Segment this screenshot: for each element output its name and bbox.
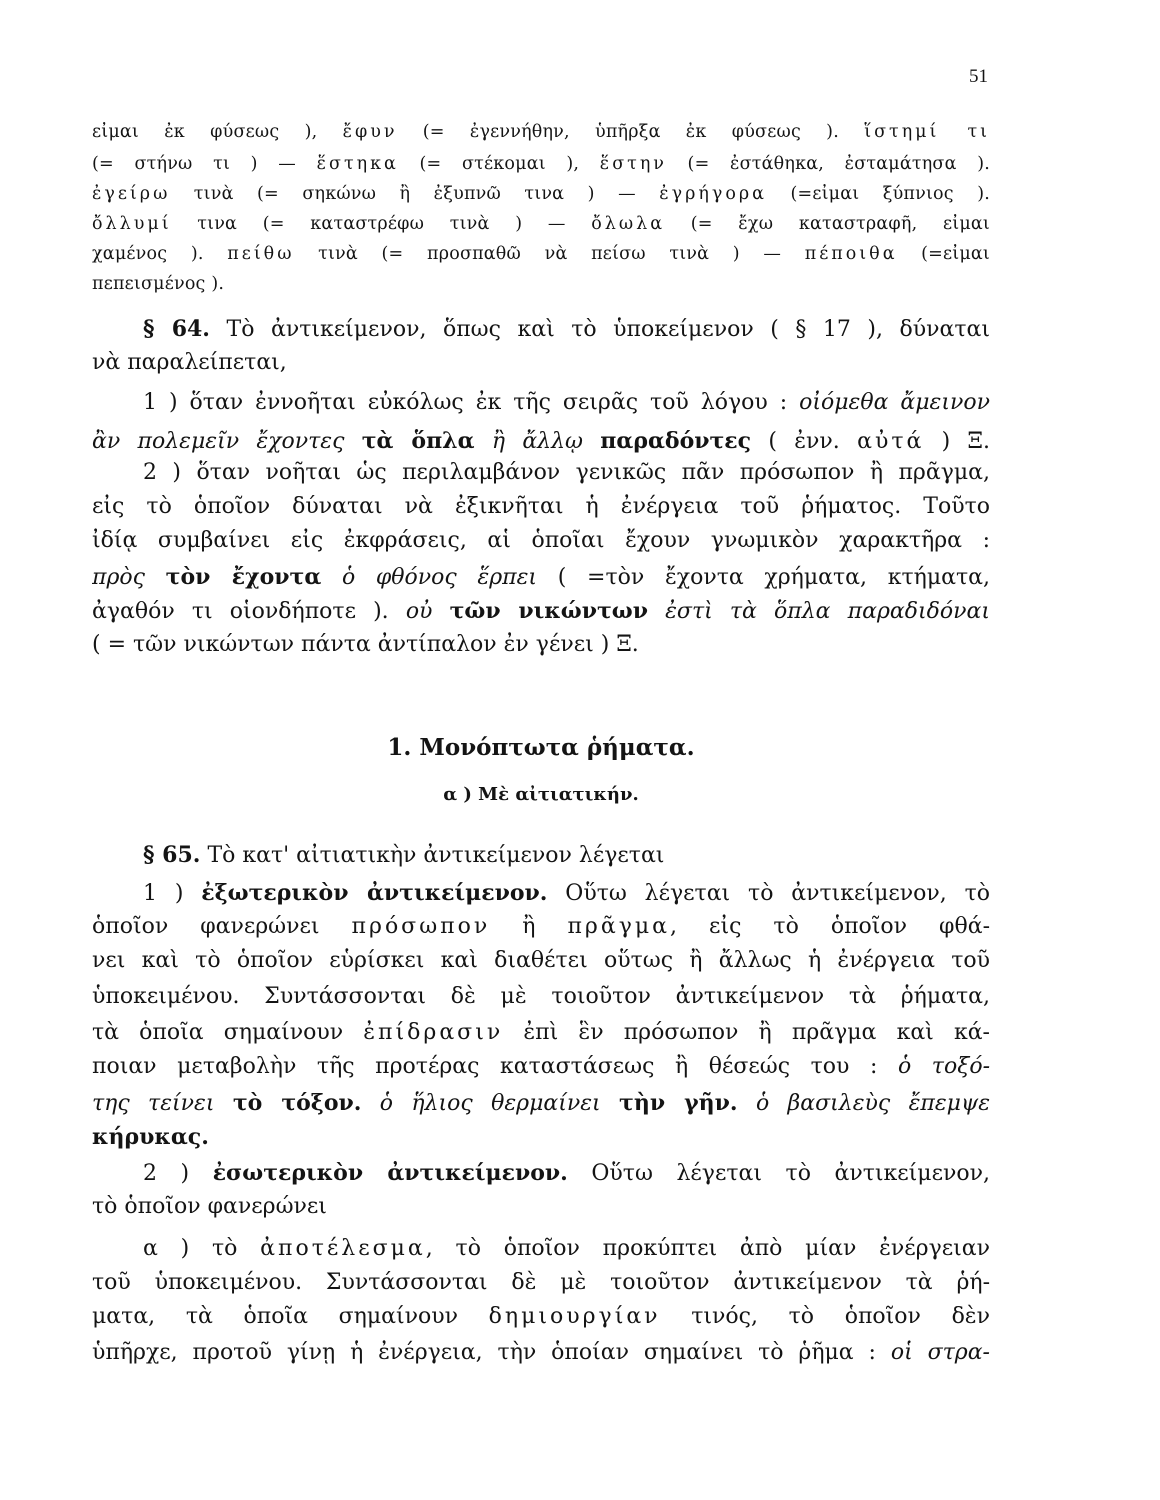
italic-text: ἐστὶ τὰ ὅπλα παραδιδόναι — [648, 599, 990, 624]
text: ἐπὶ ἓν πρόσωπον ἢ πρᾶγμα καὶ κά- — [503, 1020, 990, 1045]
italic-text: οἰόμεθα ἄμεινον — [799, 390, 990, 415]
text-line — [92, 154, 990, 174]
spaced-term: αὐτά — [857, 429, 925, 454]
bold-text: τὸ τόξον. — [232, 1090, 362, 1116]
text: Τὸ ἀντικείμενον, ὅπως καὶ τὸ ὑποκείμενον ( § 17 ), δύναται — [226, 317, 990, 342]
bold-text: τὰ ὅπλα — [361, 428, 475, 454]
text: εἰς τὸ ὁποῖον δύναται νὰ ἐξικνῆται ἡ ἐνέργεια τοῦ ῥήματος. Τοῦτο — [92, 494, 990, 519]
spaced-term: πρόσωπον — [351, 914, 491, 939]
text-line — [92, 122, 990, 142]
text-line — [92, 564, 990, 590]
spaced-term: ἔφυν — [342, 122, 398, 142]
text-line — [92, 632, 990, 657]
spaced-term: ἕστην — [599, 154, 667, 174]
text: ( =τὸν ἔχοντα χρήματα, κτήματα, — [537, 565, 990, 590]
text-line — [143, 880, 990, 906]
text: ὑπῆρχε, προτοῦ γίνῃ ἡ ἐνέργεια, τὴν ὁποίαν σημαίνει τὸ ῥῆμα : — [92, 1340, 891, 1365]
text: 1 ) — [143, 881, 202, 906]
text: ἢ — [490, 914, 568, 939]
text-line — [92, 1270, 990, 1295]
text-line — [143, 390, 990, 415]
spaced-term: ἐγρήγορα — [659, 184, 767, 204]
bold-text: τὸν ἔχοντα — [165, 564, 322, 590]
text-line — [92, 1340, 990, 1365]
text-line — [92, 1124, 990, 1150]
text-line — [92, 428, 990, 454]
text: Οὕτω λέγεται τὸ ἀντικείμενον, τὸ — [547, 881, 990, 906]
text: τινα (= καταστρέφω τινὰ ) — — [171, 214, 592, 234]
text: ἀγαθόν τι οἱονδήποτε ). — [92, 599, 406, 624]
spaced-term: πέποιθα — [804, 244, 898, 264]
text: τοῦ ὑποκειμένου. Συντάσσονται δὲ μὲ τοιοῦτον ἀντικείμενον τὰ ῥή- — [92, 1270, 990, 1295]
italic-text: ὁ φθόνος ἕρπει — [321, 565, 538, 590]
text: (= ἐστάθηκα, ἐσταμάτησα ). — [666, 154, 990, 174]
text: τὸ ὁποῖον φανερώνει — [92, 1194, 327, 1219]
text-line — [92, 1090, 990, 1116]
text: νὰ παραλείπεται, — [92, 350, 287, 375]
italic-text: πρὸς — [92, 565, 166, 590]
text: ποιαν μεταβολὴν τῆς προτέρας καταστάσεως ἢ θέσεώς του : — [92, 1054, 898, 1079]
text: , εἰς τὸ ὁποῖον φθά- — [670, 914, 990, 939]
spaced-term: ἀποτέλεσμα — [260, 1236, 426, 1261]
italic-text: ὁ ἥλιος θερμαίνει — [361, 1091, 620, 1116]
section-number: § 65. — [143, 842, 201, 868]
text-line — [92, 984, 990, 1009]
text: 1 ) ὅταν ἐννοῆται εὐκόλως ἐκ τῆς σειρᾶς τοῦ λόγου : — [143, 390, 800, 415]
spaced-term: ἕστηκα — [316, 154, 399, 174]
spaced-term: ἐπίδρασιν — [363, 1020, 504, 1045]
section-65-first-line — [143, 842, 990, 868]
text-line — [92, 914, 990, 939]
text: νει καὶ τὸ ὁποῖον εὑρίσκει καὶ διαθέτει οὕτως ἢ ἄλλως ἡ ἐνέργεια τοῦ — [92, 948, 990, 973]
text: τὰ ὁποῖα σημαίνουν — [92, 1020, 364, 1045]
text: Τὸ κατ' αἰτιατικὴν ἀντικείμενον λέγεται — [207, 843, 665, 868]
bold-term: ἐξωτερικὸν ἀντικείμενον. — [201, 880, 548, 906]
section-64-first-line — [143, 316, 990, 342]
italic-text: οὐ — [405, 599, 450, 624]
text: 2 ) — [143, 1161, 213, 1186]
text: (=εἶμαι ξύπνιος ). — [767, 184, 990, 204]
spaced-term: ἐγείρω — [92, 184, 171, 204]
bold-term: ἐσωτερικὸν ἀντικείμενον. — [212, 1160, 568, 1186]
subheading: α ) Μὲ αἰτιατικήν. — [443, 784, 639, 805]
text: ) Ξ. — [924, 429, 990, 454]
italic-text: οἱ στρα- — [890, 1340, 990, 1365]
spaced-term: δημιουργίαν — [488, 1304, 661, 1329]
spaced-term: πείθω — [227, 244, 295, 264]
text: ματα, τὰ ὁποῖα σημαίνουν — [92, 1304, 489, 1329]
text: τινὰ (= σηκώνω ἢ ἐξυπνῶ τινα ) — — [170, 184, 660, 204]
text: (= ἔχω καταστραφῆ, εἶμαι — [665, 214, 990, 234]
text-line — [92, 1054, 990, 1079]
text-line — [143, 1236, 990, 1261]
text: ὑποκειμένου. Συντάσσονται δὲ μὲ τοιοῦτον ἀντικείμενον τὰ ῥήματα, — [92, 984, 990, 1009]
italic-text: ὁ βασιλεὺς ἔπεμψε — [737, 1091, 990, 1116]
text-line — [92, 350, 990, 375]
text-line — [92, 494, 990, 519]
text-line — [92, 244, 990, 264]
text-line — [92, 274, 990, 294]
text: 2 ) ὅταν νοῆται ὡς περιλαμβάνον γενικῶς πᾶν πρόσωπον ἢ πρᾶγμα, — [143, 460, 990, 485]
text-line — [92, 948, 990, 973]
page-number: 51 — [969, 66, 988, 87]
text-line — [143, 460, 990, 485]
text-line — [92, 598, 990, 624]
text: ( = τῶν νικώντων πάντα ἀντίπαλον ἐν γένει ) Ξ. — [92, 632, 639, 657]
text-line — [92, 528, 990, 553]
text: ( ἐνν. — [751, 429, 858, 454]
italic-text: ἢ ἄλλῳ — [474, 429, 601, 454]
text-line — [92, 214, 990, 234]
text: Οὕτω λέγεται τὸ ἀντικείμενον, — [567, 1161, 990, 1186]
italic-text: ἂν πολεμεῖν ἔχοντες — [92, 429, 362, 454]
text-line — [92, 184, 990, 204]
section-number: § 64. — [143, 316, 210, 342]
italic-text: της τείνει — [92, 1091, 233, 1116]
chapter-heading: 1. Μονόπτωτα ῥήματα. — [387, 734, 695, 761]
spaced-term: ὄλωλα — [591, 214, 666, 234]
text: ὁποῖον φανερώνει — [92, 914, 352, 939]
spaced-term: ἵστημί τι — [864, 122, 990, 142]
text: πεπεισμένος ). — [92, 274, 225, 294]
text-line — [143, 1160, 990, 1186]
spaced-term: πρᾶγμα — [567, 914, 671, 939]
text: (= στέκομαι ), — [398, 154, 600, 174]
text-line — [92, 1020, 990, 1045]
bold-text: τὴν γῆν. — [619, 1090, 738, 1116]
text-line — [92, 1304, 990, 1329]
text: τινός, τὸ ὁποῖον δὲν — [660, 1304, 990, 1329]
text: (=εἶμαι — [897, 244, 990, 264]
bold-text: κήρυκας. — [92, 1124, 209, 1150]
bold-text: παραδόντες — [600, 428, 752, 454]
text: χαμένος ). — [92, 244, 228, 264]
spaced-term: ὄλλυμί — [92, 214, 172, 234]
text: ἰδίᾳ συμβαίνει εἰς ἐκφράσεις, αἱ ὁποῖαι ἔχουν γνωμικὸν χαρακτῆρα : — [92, 528, 990, 553]
text-line — [92, 1194, 990, 1219]
text: (= στήνω τι ) — — [92, 154, 317, 174]
text: εἶμαι ἐκ φύσεως ), — [92, 122, 343, 142]
bold-text: τῶν νικώντων — [449, 598, 648, 624]
text: α ) τὸ — [143, 1236, 261, 1261]
text: , τὸ ὁποῖον προκύπτει ἀπὸ μίαν ἐνέργειαν — [425, 1236, 990, 1261]
text: (= ἐγεννήθην, ὑπῆρξα ἐκ φύσεως ). — [397, 122, 865, 142]
italic-text: ὁ τοξό- — [897, 1054, 990, 1079]
text: τινὰ (= προσπαθῶ νὰ πείσω τινὰ ) — — [294, 244, 805, 264]
